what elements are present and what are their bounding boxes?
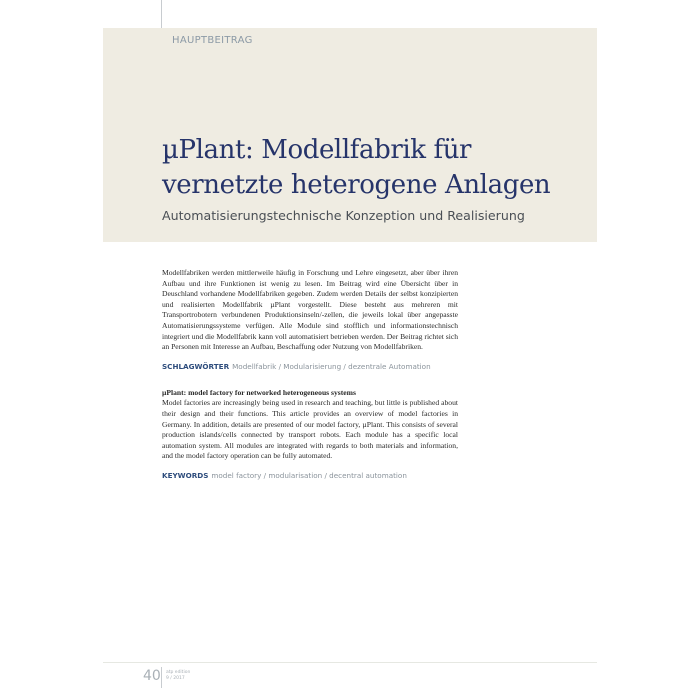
abstract-english-text: Model factories are increasingly being used in research and teaching, but little is published about their design and their functions. This article provides an overview of model factories in Germany. In addition, details are presented of our model factory, µPlant. This consists of several production islands/cells connected by transport robots. Each module has a specific local automation system. All modules are integrated with regards to both materials and information, and the model factory operation can be fully automated.	[162, 398, 458, 461]
keywords-german	[162, 362, 458, 372]
section-label: HAUPTBEITRAG	[172, 35, 253, 46]
page-number: 40	[143, 668, 161, 684]
abstract-english-title: µPlant: model factory for networked heterogeneous systems	[162, 387, 356, 397]
keywords-english	[162, 471, 458, 481]
keywords-german-values: Modellfabrik / Modularisierung / dezentrale Automation	[232, 361, 431, 371]
keywords-english-label: KEYWORDS	[162, 470, 209, 480]
keywords-german-label: SCHLAGWÖRTER	[162, 361, 230, 371]
article-title	[162, 133, 592, 203]
publication-name: atp edition	[166, 670, 191, 675]
abstract-column	[162, 268, 458, 481]
title-line-1: µPlant: Modellfabrik für	[162, 135, 472, 165]
title-line-2: vernetzte heterogene Anlagen	[162, 170, 551, 200]
publication-info	[166, 670, 190, 682]
footer-rule	[103, 662, 597, 663]
title-block	[162, 133, 592, 224]
abstract-german: Modellfabriken werden mittlerweile häufig in Forschung und Lehre eingesetzt, aber über ihren Aufbau und ihre Funktionen ist wenig zu lesen. Im Beitrag wird eine Übersicht über in Deuschland vorhandene Modellfabriken gegeben. Zudem werden Details der selbst konzipierten und realisierten Modellfabrik µPlant vorgestellt. Diese besteht aus mehreren mit Transportrobotern verbundenen Produktionsinseln/-zellen, die jeweils lokal über angepasste Automatisierungssysteme verfügen. Alle Module sind stofflich und informationstechnisch integriert und die Modellfabrik kann voll automatisiert betrieben werden. Der Beitrag richtet sich an Personen mit Interesse an Aufbau, Beschaffung oder Nutzung von Modellfabriken.	[162, 268, 458, 352]
abstract-english	[162, 388, 458, 462]
publication-issue: 9 / 2017	[166, 676, 185, 681]
footer-divider	[161, 667, 162, 688]
article-subtitle: Automatisierungstechnische Konzeption und Realisierung	[162, 208, 525, 223]
keywords-english-values: model factory / modularisation / decentral automation	[211, 470, 407, 480]
